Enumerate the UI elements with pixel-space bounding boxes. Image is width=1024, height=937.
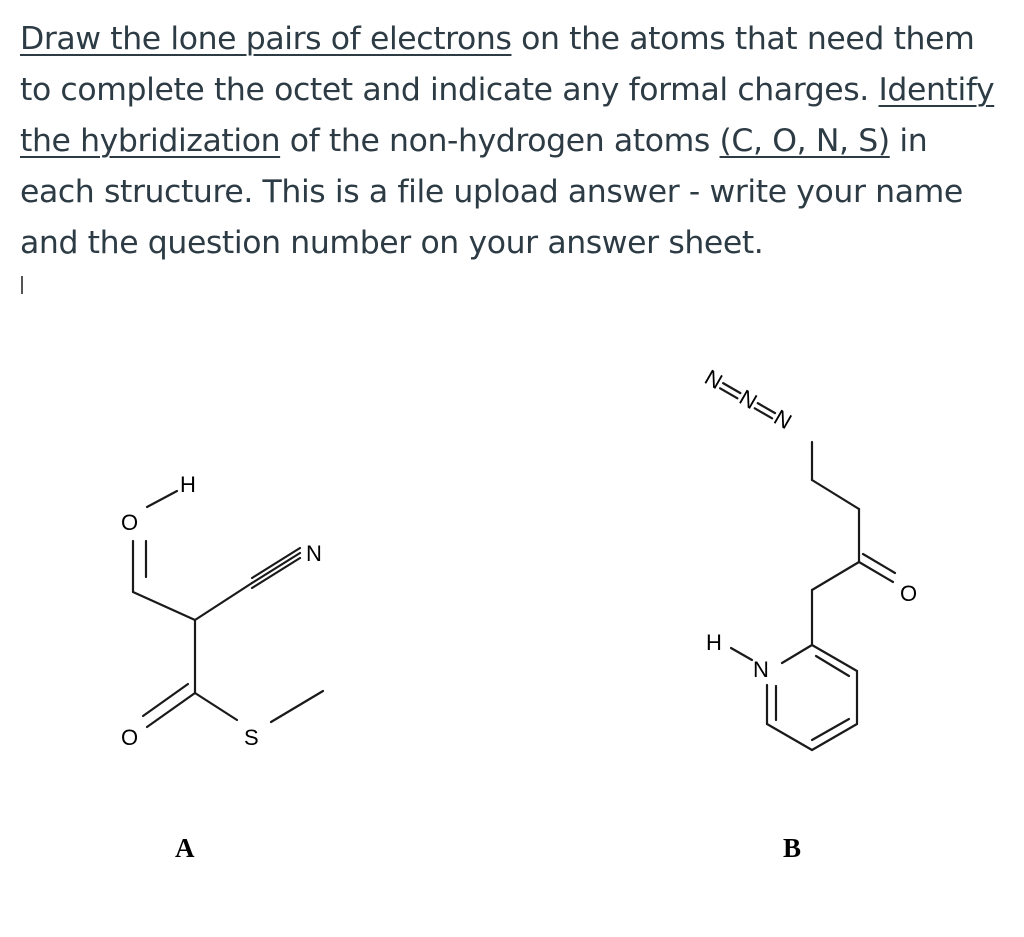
bond-oh [147,491,177,507]
bond-co2-double-1 [147,693,195,727]
atom-n: N [306,541,322,566]
atom-h: H [180,472,196,497]
structure-b-label: B [783,833,802,863]
instruction-link-hybridization[interactable]: Identify the hybridization [20,72,995,159]
ring-bond-c2-n [782,645,812,663]
atom-h: H [706,630,722,655]
bond-ch2-ch2 [812,480,859,509]
bond-co-double-1 [859,562,893,582]
bond-cs [195,693,237,720]
instruction-link-lone-pairs[interactable]: Draw the lone pairs of electrons [20,21,512,57]
bond-cn-triple-2 [252,553,300,583]
ring-bond-c2-c3-inner [816,656,849,676]
bond-s-ch3 [271,691,323,722]
structure-a [121,472,323,863]
structure-b [701,365,918,863]
bond-cc-1 [133,592,195,620]
atom-o-top: O [121,510,139,535]
bond-nh [731,648,752,660]
azide-n2: N [735,384,762,415]
ring-bond-c4-c5-inner [812,719,849,740]
bond-cc-2 [195,583,252,620]
instruction-text-3: in each structure. This is a file upload answer - write your name and the question number on your answer sheet. [20,123,963,261]
atom-s: S [244,725,259,750]
structure-a-label: A [175,833,195,863]
azide-n1: N [700,364,727,395]
instruction-text-1: on the atoms that need them to complete the octet and indicate any formal charges. [20,21,975,108]
ring-bond-c5-c6 [767,724,812,750]
atom-o: O [900,581,918,606]
atom-n-ring: N [753,657,769,682]
atom-o-bottom: O [121,725,139,750]
bond-co-ch2 [812,562,859,590]
azide-group [701,365,797,435]
instruction-text-2: of the non-hydrogen atoms [280,123,720,159]
azide-n3: N [769,404,797,435]
bond-co-double-2 [863,554,895,573]
bond-co2-double-2 [143,684,188,716]
atoms-list: (C, O, N, S) [719,123,890,159]
